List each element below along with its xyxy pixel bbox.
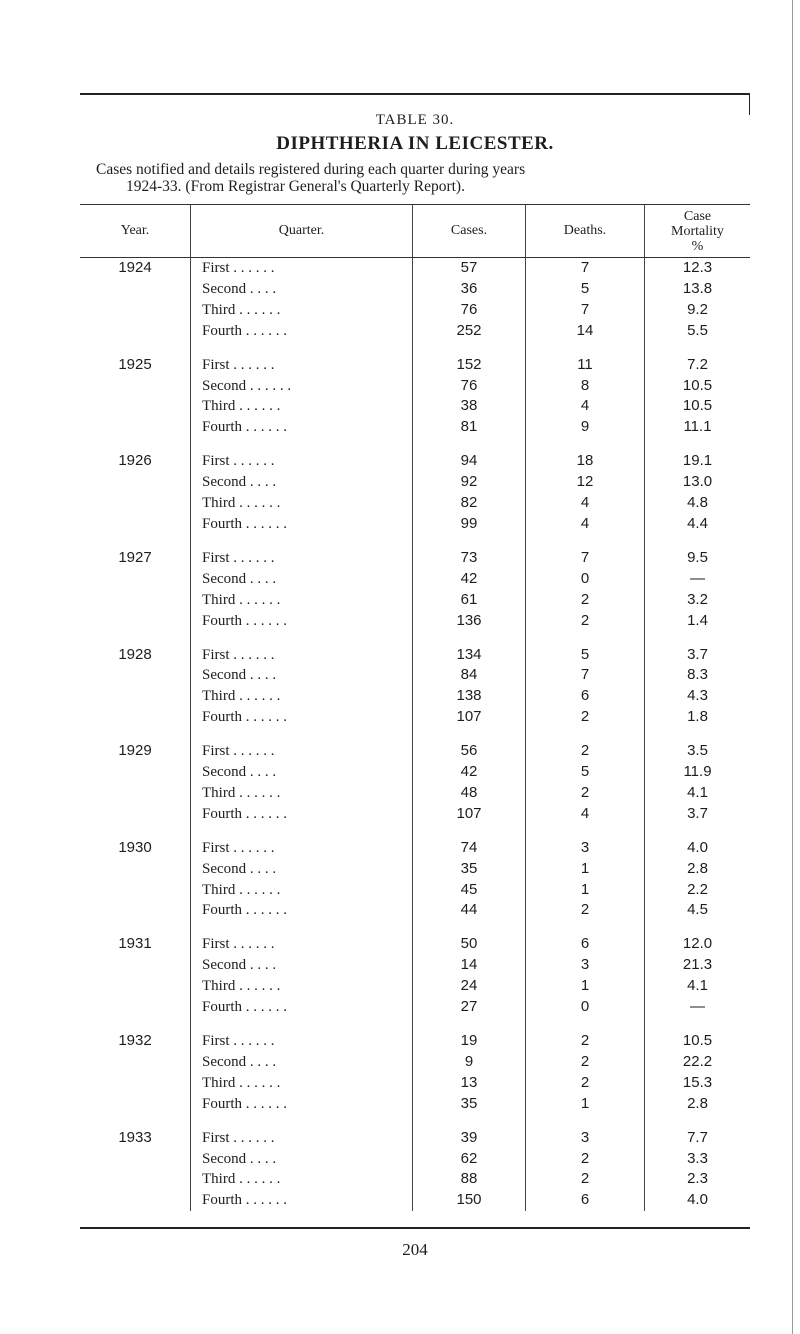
header-rate-line-3: %	[691, 238, 704, 254]
cell-deaths: 2	[526, 783, 645, 804]
cell-quarter: Second . . . .	[191, 472, 413, 493]
cell-case-mortality: 1.4	[645, 611, 751, 632]
cell-cases: 39	[413, 1128, 526, 1149]
cell-cases: 13	[413, 1073, 526, 1094]
cell-case-mortality: 5.5	[645, 321, 751, 342]
table-row	[80, 396, 750, 417]
cell-deaths: 11	[526, 355, 645, 376]
header-rate-line-2: Mortality	[671, 223, 724, 239]
cell-year	[80, 417, 191, 438]
cell-year	[80, 1094, 191, 1115]
cell-case-mortality: 1.8	[645, 707, 751, 728]
header-deaths: Deaths.	[526, 205, 645, 258]
cell-cases: 36	[413, 279, 526, 300]
cell-year	[80, 396, 191, 417]
header-cases: Cases.	[413, 205, 526, 258]
cell-case-mortality: 4.0	[645, 838, 751, 859]
cell-case-mortality: —	[645, 569, 751, 590]
cell-cases: 24	[413, 976, 526, 997]
cell-deaths: 4	[526, 804, 645, 825]
cell-case-mortality: 4.3	[645, 686, 751, 707]
cell-year	[80, 569, 191, 590]
cell-cases: 9	[413, 1052, 526, 1073]
cell-cases: 61	[413, 590, 526, 611]
cell-cases: 14	[413, 955, 526, 976]
cell-year	[80, 976, 191, 997]
table-row	[80, 279, 750, 300]
table-row	[80, 645, 750, 666]
cell-year	[80, 997, 191, 1018]
cell-cases: 150	[413, 1190, 526, 1211]
cell-quarter: Fourth . . . . . .	[191, 900, 413, 921]
cell-case-mortality: 7.7	[645, 1128, 751, 1149]
cell-deaths: 5	[526, 645, 645, 666]
cell-quarter: Third . . . . . .	[191, 396, 413, 417]
cell-case-mortality: 3.2	[645, 590, 751, 611]
year-group-gap	[80, 728, 750, 741]
table-row	[80, 300, 750, 321]
cell-cases: 84	[413, 665, 526, 686]
cell-case-mortality: 11.9	[645, 762, 751, 783]
table-subtitle	[96, 161, 756, 195]
cell-cases: 44	[413, 900, 526, 921]
table-row	[80, 493, 750, 514]
cell-quarter: Second . . . . . .	[191, 376, 413, 397]
year-group-gap	[80, 632, 750, 645]
cell-case-mortality: 22.2	[645, 1052, 751, 1073]
cell-quarter: Second . . . .	[191, 1149, 413, 1170]
cell-case-mortality: 4.4	[645, 514, 751, 535]
cell-year	[80, 321, 191, 342]
table-row	[80, 686, 750, 707]
header-case-mortality	[645, 205, 751, 258]
cell-case-mortality: 10.5	[645, 396, 751, 417]
cell-cases: 134	[413, 645, 526, 666]
cell-deaths: 1	[526, 880, 645, 901]
table-row	[80, 355, 750, 376]
cell-deaths: 2	[526, 1169, 645, 1190]
cell-deaths: 2	[526, 590, 645, 611]
cell-year	[80, 686, 191, 707]
cell-year: 1926	[118, 452, 152, 470]
table-row	[80, 1128, 750, 1149]
cell-quarter: First . . . . . .	[191, 548, 413, 569]
cell-year: 1928	[118, 645, 152, 663]
cell-year	[80, 880, 191, 901]
cell-quarter: Third . . . . . .	[191, 686, 413, 707]
page-title: DIPHTHERIA IN LEICESTER.	[276, 133, 554, 154]
table-row	[80, 1031, 750, 1052]
table-row	[80, 258, 750, 279]
cell-cases: 73	[413, 548, 526, 569]
cell-case-mortality: 15.3	[645, 1073, 751, 1094]
cell-cases: 42	[413, 569, 526, 590]
cell-cases: 27	[413, 997, 526, 1018]
year-group-gap	[80, 921, 750, 934]
cell-case-mortality: 3.5	[645, 741, 751, 762]
cell-year: 1933	[118, 1128, 152, 1146]
cell-deaths: 4	[526, 396, 645, 417]
cell-quarter: First . . . . . .	[191, 645, 413, 666]
table-body	[80, 258, 750, 1212]
cell-year	[80, 804, 191, 825]
cell-case-mortality: 13.0	[645, 472, 751, 493]
cell-year: 1927	[118, 548, 152, 566]
cell-year	[80, 493, 191, 514]
cell-year	[80, 611, 191, 632]
table-row	[80, 741, 750, 762]
cell-quarter: Fourth . . . . . .	[191, 707, 413, 728]
cell-case-mortality: —	[645, 997, 751, 1018]
cell-deaths: 2	[526, 741, 645, 762]
cell-quarter: Fourth . . . . . .	[191, 417, 413, 438]
cell-year	[80, 279, 191, 300]
cell-case-mortality: 2.8	[645, 1094, 751, 1115]
cell-cases: 152	[413, 355, 526, 376]
cell-deaths: 7	[526, 300, 645, 321]
cell-deaths: 4	[526, 493, 645, 514]
cell-case-mortality: 12.0	[645, 934, 751, 955]
table-row	[80, 1094, 750, 1115]
table-row	[80, 451, 750, 472]
cell-deaths: 9	[526, 417, 645, 438]
cell-cases: 99	[413, 514, 526, 535]
year-group-gap	[80, 1018, 750, 1031]
cell-case-mortality: 2.2	[645, 880, 751, 901]
table-row	[80, 1190, 750, 1211]
cell-deaths: 14	[526, 321, 645, 342]
table-row	[80, 934, 750, 955]
table-row	[80, 976, 750, 997]
table-row	[80, 955, 750, 976]
cell-cases: 38	[413, 396, 526, 417]
cell-quarter: First . . . . . .	[191, 741, 413, 762]
cell-year	[80, 900, 191, 921]
cell-deaths: 1	[526, 1094, 645, 1115]
cell-year	[80, 1149, 191, 1170]
cell-case-mortality: 4.8	[645, 493, 751, 514]
table-row	[80, 472, 750, 493]
cell-deaths: 8	[526, 376, 645, 397]
year-group-gap	[80, 438, 750, 451]
cell-case-mortality: 4.5	[645, 900, 751, 921]
cell-deaths: 2	[526, 611, 645, 632]
table-row	[80, 590, 750, 611]
cell-case-mortality: 3.7	[645, 645, 751, 666]
cell-quarter: Fourth . . . . . .	[191, 321, 413, 342]
cell-quarter: Second . . . .	[191, 762, 413, 783]
cell-case-mortality: 21.3	[645, 955, 751, 976]
header-quarter: Quarter.	[191, 205, 413, 258]
cell-deaths: 2	[526, 900, 645, 921]
cell-case-mortality: 12.3	[645, 258, 751, 279]
cell-case-mortality: 2.3	[645, 1169, 751, 1190]
cell-cases: 107	[413, 804, 526, 825]
cell-case-mortality: 4.1	[645, 976, 751, 997]
cell-case-mortality: 9.2	[645, 300, 751, 321]
cell-quarter: Third . . . . . .	[191, 880, 413, 901]
table-row	[80, 376, 750, 397]
table-row	[80, 569, 750, 590]
cell-quarter: First . . . . . .	[191, 838, 413, 859]
cell-deaths: 2	[526, 1031, 645, 1052]
cell-cases: 50	[413, 934, 526, 955]
cell-quarter: Second . . . .	[191, 955, 413, 976]
table-row	[80, 514, 750, 535]
cell-deaths: 2	[526, 707, 645, 728]
cell-year: 1930	[118, 838, 152, 856]
diphtheria-table	[80, 204, 750, 1211]
cell-quarter: Second . . . .	[191, 1052, 413, 1073]
table-row	[80, 783, 750, 804]
cell-year	[80, 1190, 191, 1211]
cell-year	[80, 1169, 191, 1190]
cell-deaths: 7	[526, 548, 645, 569]
table-row	[80, 859, 750, 880]
cell-quarter: Third . . . . . .	[191, 1073, 413, 1094]
cell-quarter: Second . . . .	[191, 859, 413, 880]
table-row	[80, 1169, 750, 1190]
cell-year: 1929	[118, 742, 152, 760]
cell-cases: 76	[413, 376, 526, 397]
cell-cases: 138	[413, 686, 526, 707]
cell-cases: 94	[413, 451, 526, 472]
cell-deaths: 5	[526, 762, 645, 783]
cell-deaths: 7	[526, 665, 645, 686]
cell-year	[80, 300, 191, 321]
cell-cases: 76	[413, 300, 526, 321]
cell-quarter: Third . . . . . .	[191, 590, 413, 611]
cell-case-mortality: 7.2	[645, 355, 751, 376]
cell-cases: 48	[413, 783, 526, 804]
page-edge-rule	[792, 0, 793, 1334]
cell-year: 1931	[118, 935, 152, 953]
table-row	[80, 611, 750, 632]
cell-quarter: First . . . . . .	[191, 1031, 413, 1052]
cell-year: 1925	[118, 355, 152, 373]
cell-year	[80, 707, 191, 728]
cell-case-mortality: 3.3	[645, 1149, 751, 1170]
cell-quarter: First . . . . . .	[191, 934, 413, 955]
cell-year	[80, 1073, 191, 1094]
cell-case-mortality: 10.5	[645, 1031, 751, 1052]
cell-case-mortality: 10.5	[645, 376, 751, 397]
cell-cases: 136	[413, 611, 526, 632]
cell-quarter: Third . . . . . .	[191, 976, 413, 997]
cell-year	[80, 514, 191, 535]
cell-quarter: Second . . . .	[191, 665, 413, 686]
cell-case-mortality: 8.3	[645, 665, 751, 686]
cell-cases: 42	[413, 762, 526, 783]
cell-quarter: Fourth . . . . . .	[191, 997, 413, 1018]
cell-year: 1932	[118, 1032, 152, 1049]
cell-quarter: Third . . . . . .	[191, 493, 413, 514]
cell-quarter: Third . . . . . .	[191, 300, 413, 321]
subtitle-line-1: Cases notified and details registered during each quarter during years	[96, 161, 526, 178]
table-row	[80, 707, 750, 728]
cell-case-mortality: 13.8	[645, 279, 751, 300]
cell-year	[80, 665, 191, 686]
cell-year: 1924	[118, 259, 152, 276]
cell-cases: 81	[413, 417, 526, 438]
cell-case-mortality: 4.1	[645, 783, 751, 804]
cell-year	[80, 762, 191, 783]
cell-deaths: 18	[526, 451, 645, 472]
cell-year	[80, 472, 191, 493]
cell-cases: 35	[413, 1094, 526, 1115]
cell-year	[80, 783, 191, 804]
cell-case-mortality: 2.8	[645, 859, 751, 880]
subtitle-line-2: 1924-33. (From Registrar General's Quarterly Report).	[126, 178, 465, 195]
cell-case-mortality: 19.1	[645, 451, 751, 472]
cell-quarter: First . . . . . .	[191, 451, 413, 472]
cell-case-mortality: 11.1	[645, 417, 751, 438]
table-row	[80, 1149, 750, 1170]
cell-deaths: 4	[526, 514, 645, 535]
header-year: Year.	[80, 205, 191, 258]
header-rate-line-1: Case	[683, 208, 712, 224]
cell-year	[80, 590, 191, 611]
cell-deaths: 3	[526, 955, 645, 976]
cell-cases: 62	[413, 1149, 526, 1170]
cell-case-mortality: 4.0	[645, 1190, 751, 1211]
cell-deaths: 3	[526, 838, 645, 859]
cell-deaths: 2	[526, 1052, 645, 1073]
table-row	[80, 838, 750, 859]
cell-quarter: First . . . . . .	[191, 355, 413, 376]
cell-quarter: Second . . . .	[191, 279, 413, 300]
cell-deaths: 1	[526, 976, 645, 997]
table-row	[80, 548, 750, 569]
cell-year	[80, 376, 191, 397]
table-label: TABLE 30.	[375, 112, 455, 128]
table-row	[80, 1073, 750, 1094]
cell-quarter: Fourth . . . . . .	[191, 611, 413, 632]
cell-deaths: 12	[526, 472, 645, 493]
table-row	[80, 762, 750, 783]
cell-cases: 74	[413, 838, 526, 859]
cell-deaths: 2	[526, 1073, 645, 1094]
table-row	[80, 1052, 750, 1073]
cell-cases: 92	[413, 472, 526, 493]
cell-cases: 82	[413, 493, 526, 514]
year-group-gap	[80, 535, 750, 548]
cell-quarter: Fourth . . . . . .	[191, 514, 413, 535]
cell-quarter: Third . . . . . .	[191, 783, 413, 804]
cell-cases: 252	[413, 321, 526, 342]
cell-deaths: 3	[526, 1128, 645, 1149]
table-row	[80, 804, 750, 825]
cell-deaths: 0	[526, 569, 645, 590]
year-group-gap	[80, 342, 750, 355]
cell-cases: 88	[413, 1169, 526, 1190]
cell-deaths: 5	[526, 279, 645, 300]
cell-deaths: 1	[526, 859, 645, 880]
table-row	[80, 880, 750, 901]
cell-deaths: 6	[526, 686, 645, 707]
cell-deaths: 6	[526, 1190, 645, 1211]
cell-case-mortality: 3.7	[645, 804, 751, 825]
table-row	[80, 665, 750, 686]
year-group-gap	[80, 825, 750, 838]
table-row	[80, 321, 750, 342]
cell-year	[80, 955, 191, 976]
cell-cases: 57	[413, 258, 526, 279]
cell-deaths: 0	[526, 997, 645, 1018]
cell-cases: 56	[413, 741, 526, 762]
page-number: 204	[402, 1240, 428, 1259]
table-header	[80, 205, 750, 258]
year-group-gap	[80, 1115, 750, 1128]
cell-quarter: First . . . . . .	[191, 258, 413, 279]
cell-year	[80, 859, 191, 880]
cell-quarter: Fourth . . . . . .	[191, 1094, 413, 1115]
cell-quarter: First . . . . . .	[191, 1128, 413, 1149]
cell-quarter: Fourth . . . . . .	[191, 804, 413, 825]
cell-deaths: 7	[526, 258, 645, 279]
cell-quarter: Second . . . .	[191, 569, 413, 590]
cell-deaths: 6	[526, 934, 645, 955]
cell-quarter: Fourth . . . . . .	[191, 1190, 413, 1211]
cell-year	[80, 1052, 191, 1073]
cell-quarter: Third . . . . . .	[191, 1169, 413, 1190]
cell-cases: 107	[413, 707, 526, 728]
cell-case-mortality: 9.5	[645, 548, 751, 569]
table-row	[80, 900, 750, 921]
cell-cases: 45	[413, 880, 526, 901]
cell-cases: 35	[413, 859, 526, 880]
table-row	[80, 417, 750, 438]
table-row	[80, 997, 750, 1018]
cell-cases: 19	[413, 1031, 526, 1052]
cell-deaths: 2	[526, 1149, 645, 1170]
